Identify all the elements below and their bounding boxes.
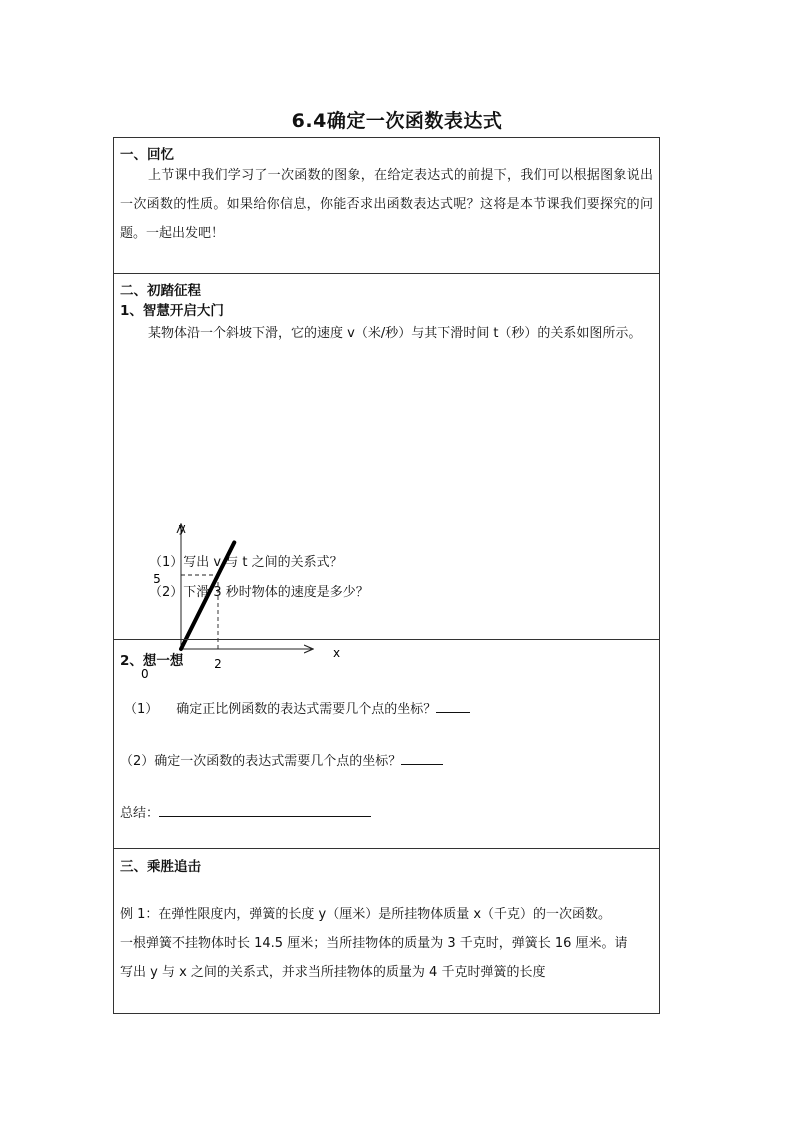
- section-review-heading: 一、回忆: [120, 147, 174, 163]
- summary-blank[interactable]: [159, 803, 371, 817]
- example-line-2: 一根弹簧不挂物体时长 14.5 厘米；当所挂物体的质量为 3 千克时，弹簧长 16 厘米。请: [120, 936, 628, 951]
- y-axis-label: y: [178, 521, 186, 535]
- y-tick-label: 5: [153, 572, 161, 586]
- think-question-1-text: 确定正比例函数的表达式需要几个点的坐标？: [176, 702, 437, 717]
- question-1: （1）写出 v 与 t 之间的关系式？: [149, 555, 343, 570]
- think-question-1-number: （1）: [124, 702, 159, 717]
- section-start-paragraph: 某物体沿一个斜坡下滑，它的速度 v（米/秒）与其下滑时间 t（秒）的关系如图所示。: [148, 326, 642, 341]
- x-tick-label: 2: [214, 657, 222, 671]
- example-line-3: 写出 y 与 x 之间的关系式，并求当所挂物体的质量为 4 千克时弹簧的长度: [120, 965, 546, 980]
- think-question-2-text: （2）确定一次函数的表达式需要几个点的坐标？: [120, 754, 402, 769]
- section-pursue: [114, 848, 659, 1013]
- think-question-1: [124, 695, 470, 724]
- summary-label: 总结：: [120, 806, 160, 821]
- section-start-subheading: 1、智慧开启大门: [120, 303, 224, 319]
- page-title: 6.4确定一次函数表达式: [291, 110, 503, 132]
- section-think-heading: 2、想一想: [120, 653, 184, 669]
- answer-blank-2[interactable]: [401, 751, 443, 765]
- section-start-heading: 二、初踏征程: [120, 283, 201, 299]
- question-2: （2）下滑 3 秒时物体的速度是多少？: [149, 585, 369, 600]
- example-line-1: 例 1：在弹性限度内，弹簧的长度 y（厘米）是所挂物体质量 x（千克）的一次函数。: [120, 907, 612, 922]
- answer-blank-1[interactable]: [436, 699, 470, 713]
- think-question-2: [120, 747, 443, 776]
- summary-line: [120, 799, 371, 828]
- x-axis-label: x: [333, 646, 341, 660]
- section-think: [114, 639, 659, 848]
- section-pursue-heading: 三、乘胜追击: [120, 859, 201, 875]
- section-review: [114, 138, 659, 273]
- worksheet-table: [113, 137, 660, 1014]
- origin-label: 0: [141, 667, 149, 681]
- section-review-paragraph: 上节课中我们学习了一次函数的图象，在给定表达式的前提下，我们可以根据图象说出一次函数的性质。如果给你信息，你能否求出函数表达式呢？这将是本节课我们要探究的问题。一起出发吧！: [120, 168, 653, 241]
